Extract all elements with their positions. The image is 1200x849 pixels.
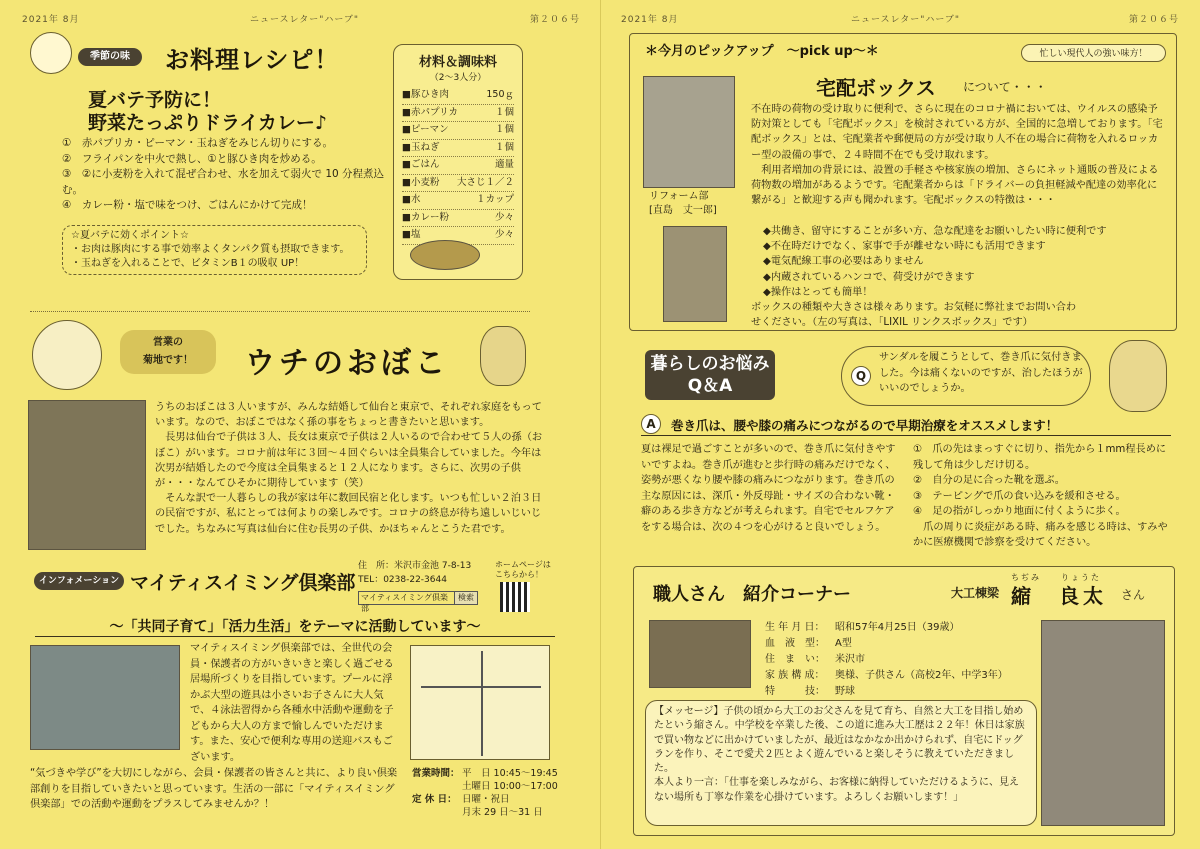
family-title: ウチのおぼこ xyxy=(245,346,449,381)
question-text: サンダルを履こうとして、巻き爪に気付きました。今は痛くないのですが、治したほうがいいのでしょうか。 xyxy=(879,352,1083,394)
care-tip: ③ テーピングで爪の食い込みを緩和させる。 xyxy=(913,490,1126,502)
q-mark-icon: Q xyxy=(851,366,871,386)
care-tip: ④ 足の指がしっかり地面に付くように歩く。 xyxy=(913,506,1126,517)
care-tip: ① 爪の先はまっすぐに切り、指先から１mm程長めに残して角は少しだけ切る。 xyxy=(913,444,1167,471)
hours-label: 営業時間： xyxy=(412,768,460,779)
swim-banner: ～「共同子育て」「活力生活」をテーマに活動しています～ xyxy=(109,619,481,635)
profile-row: 特 技： 野球 xyxy=(765,686,855,697)
ingredients-list xyxy=(402,87,514,245)
vegetable-border xyxy=(30,290,530,312)
staff-face-icon xyxy=(32,320,102,390)
recipe-badge: 季節の味 xyxy=(78,48,142,66)
staff-bubble: 営業の 菊地です！ xyxy=(120,330,216,374)
qa-title-line1: 暮らしのお悩み xyxy=(650,354,770,374)
ingredient-row: ■小麦粉 大さじ１／２ xyxy=(402,175,514,193)
craftsman-ruby: ちぢみ りょうた xyxy=(1011,573,1101,582)
recipe-step: ③ ②に小麦粉を入れて混ぜ合わせ、水を加えて弱火で 10 分程煮込む。 xyxy=(62,168,385,196)
pickup-closing: ボックスの種類や大きさは様々あります。お気軽に弊社までお問い合わせください。（左の写真は、「LIXIL リンクスボックス」です） xyxy=(751,302,1077,329)
craftsman-role: 大工棟梁 xyxy=(951,586,1000,600)
profile-row: 家 族 構 成： 奥様、子供さん（高校2年、中学3年） xyxy=(765,670,1008,681)
header-newsletter: ニュースレター"ハーブ" xyxy=(250,15,360,25)
pickup-tag: 忙しい現代人の強い味方！ xyxy=(1021,44,1166,62)
feature-item: ◆不在時だけでなく、家事で手が離せない時にも活用できます xyxy=(763,241,1046,253)
swim-body1: マイティスイミング倶楽部では、全世代の会員・保護者の方がいきいきと楽しく過ごせる居場所づくりを目指しています。プールに浮かぶ大型の遊具は小さいお子さんに大人気で、４泳法習得から各種水中活動や運動を子どもから大人の方まで愉しんでいただけます。また、安心で便利な専用の送迎バスもございます。 xyxy=(190,643,394,763)
pickup-heading: ＊今月のピックアップ ～pick up～＊ xyxy=(645,44,879,59)
answer-rule xyxy=(641,435,1171,436)
swim-body2: “気づきや学び”を大切にしながら、会員・保護者の皆さんと共に、より良い倶楽部創りを目指していきたいと思っています。生活の一部に「マイティスイミング倶楽部」での活動や運動をプラスしてみませんか？！ xyxy=(30,768,398,810)
swim-address: 住 所：米沢市金池 7-8-13 xyxy=(358,561,472,571)
profile-table xyxy=(765,620,1035,700)
pickup-body: 不在時の荷物の受け取りに便利で、さらに現在のコロナ禍においては、ウイルスの感染予防対策としても「宅配ボックス」を検討されている方が、全国的に急増しております。「宅配ボックス」とは、宅配業者や郵便局の方が受け取り人不在の場合に荷物を入れるロッカー型の設備の事で、２４時間不在でも受け取れます。 利用者増加の背景には、設置の手軽さや核家族の増加、さらにネット通販の普及による荷物数の増加があるようです。宅配業者からは「ドライバーの負担軽減や配達の効率化に繋がる」と歓迎する声も聞かれます。宅配ボックスの特徴は・・・ xyxy=(751,104,1163,207)
point-item: ・お肉は豚肉にする事で効率よくタンパク質も摂取できます。 xyxy=(71,244,350,255)
point-item: ・玉ねぎを入れることで、ビタミンB１の吸収 UP！ xyxy=(71,258,305,269)
care-tip-note: 爪の周りに炎症がある時、痛みを感じる時は、すみやかに医療機関で診察を受けてください。 xyxy=(913,521,1168,548)
homepage-note: ホームページは こちらから！ xyxy=(495,560,551,579)
dish-line1: 夏バテ予防に！ xyxy=(88,89,222,111)
ingredient-row: ■カレー粉 少々 xyxy=(402,210,514,228)
message-box xyxy=(645,700,1037,826)
search-button[interactable]: 検索 xyxy=(454,592,477,604)
qa-title xyxy=(645,350,775,400)
pickup-title-suffix: について・・・ xyxy=(963,80,1047,94)
feature-item: ◆内蔵されているハンコで、荷受けができます xyxy=(763,271,975,283)
ingredients-title: 材料＆調味料 xyxy=(418,55,497,70)
craftsman-honorific: さん xyxy=(1121,588,1146,602)
hours-saturday: 土曜日 10:00～17:00 xyxy=(462,781,558,792)
hours-weekday: 平 日 10:45～19:45 xyxy=(462,768,558,779)
header-newsletter: ニュースレター"ハーブ" xyxy=(851,15,961,25)
craftsman-photo xyxy=(1041,620,1165,826)
pickup-title: 宅配ボックス xyxy=(816,76,936,100)
profile-row: 生 年 月 日： 昭和57年4月25日（39歳） xyxy=(765,622,960,633)
recipe-steps xyxy=(62,136,392,214)
ingredient-row: ■ごはん 適量 xyxy=(402,157,514,175)
a-mark-icon: A xyxy=(641,414,661,434)
closed-month-end: 月末 29 日～31 日 xyxy=(462,807,543,818)
point-box xyxy=(62,225,367,275)
header-date: 2021年 8月 xyxy=(22,15,80,25)
swim-title: マイティスイミング倶楽部 xyxy=(130,572,356,594)
grandchildren-photo xyxy=(28,400,146,550)
care-tip: ② 自分の足に合った靴を選ぶ。 xyxy=(913,475,1065,486)
closed-label: 定 休 日： xyxy=(412,794,457,805)
ingredient-row: ■玉ねぎ １個 xyxy=(402,140,514,158)
ingredient-row: ■塩 少々 xyxy=(402,227,514,245)
header-issue: 第２０６号 xyxy=(530,15,581,25)
right-page xyxy=(600,0,1200,849)
person-name: [直島 丈一郎] xyxy=(649,205,717,216)
point-title: ☆夏バテに効くポイント☆ xyxy=(71,230,189,241)
swim-tel: TEL：0238-22-3644 xyxy=(358,575,447,585)
ingredients-subtitle: （2～3人分） xyxy=(429,73,487,83)
feature-item: ◆共働き、留守にすることが多い方、急な配達をお願いしたい時に便利です xyxy=(763,226,1107,237)
header-issue: 第２０６号 xyxy=(1129,15,1180,25)
answer-headline: 巻き爪は、腰や膝の痛みにつながるので早期治療をオススメします！ xyxy=(671,418,1059,433)
curry-photo xyxy=(410,240,480,270)
profile-row: 血 液 型： A型 xyxy=(765,638,852,649)
map-road xyxy=(481,651,483,756)
qr-code-icon[interactable] xyxy=(500,582,530,612)
header-date: 2021年 8月 xyxy=(621,15,679,25)
dish-line2: 野菜たっぷりドライカレー♪ xyxy=(88,112,327,134)
location-map xyxy=(410,645,550,760)
feature-list xyxy=(763,224,1163,300)
closed-days: 日曜・祝日 xyxy=(462,794,510,805)
search-query: マイティスイミング倶楽部 xyxy=(361,593,448,613)
workshop-photo xyxy=(649,620,751,688)
search-box[interactable] xyxy=(358,591,478,613)
craftsman-message: 【メッセージ】子供の頃から大工のお父さんを見て育ち、自然と大工を目指し始めたという縮さん。中学校を卒業した後、この道に進み大工歴は２２年！休日は家族で買い物などに出かけていましたが、最近はなかなか出かけられず、自宅にドッグランを作り、そこで愛犬２匹とよく遊んでいると楽しそうに教えていただきました。 本人より一言：「仕事を楽しみながら、お客様に納得していただけるように、見えない場所も丁寧な作業を心掛けています。よろしくお願いします！」 xyxy=(654,706,1025,803)
care-tips xyxy=(913,442,1175,551)
recipe-step: ① 赤パプリカ・ピーマン・玉ねぎをみじん切りにする。 xyxy=(62,137,333,149)
person-dept: リフォーム部 xyxy=(649,191,709,202)
recipe-step: ④ カレー粉・塩で味をつけ、ごはんにかけて完成！ xyxy=(62,199,313,211)
feature-item: ◆操作はとっても簡単！ xyxy=(763,286,873,298)
worried-woman-icon xyxy=(1109,340,1167,412)
qa-title-line2: Q＆A xyxy=(687,376,733,396)
mascot-icon xyxy=(480,326,526,386)
chef-rabbit-icon xyxy=(30,32,72,74)
recipe-title: お料理レシピ！ xyxy=(165,46,340,74)
answer-body: 夏は裸足で過ごすことが多いので、巻き爪に気付きやすいですよね。巻き爪が進むと歩行時の痛みだけでなく、姿勢が悪くなり腰や膝の痛みにつながります。巻き爪の主な原因には、深爪・外反母趾・サイズの合わない靴・癖のある歩き方などが考えられます。自宅でセルフケアをする場合は、次の４つを心がけると良いでしょう。 xyxy=(641,444,896,533)
profile-row: 住 ま い： 米沢市 xyxy=(765,654,865,665)
staff-photo xyxy=(643,76,735,188)
feature-item: ◆電気配線工事の必要はありません xyxy=(763,256,924,268)
craftsman-name: 縮 良太 xyxy=(1011,584,1107,608)
ingredient-row: ■水 １カップ xyxy=(402,192,514,210)
delivery-box-photo xyxy=(663,226,727,322)
recipe-step: ② フライパンを中火で熱し、①と豚ひき肉を炒める。 xyxy=(62,152,322,165)
banner-rule xyxy=(35,636,555,637)
family-body: うちのおぼこは３人いますが、みんな結婚して仙台と東京で、それぞれ家庭をもっています。なので、おぼこではなく孫の事をちょっと書きたいと思います。 長男は仙台で子供は３人、長女は東京で子供は２人いるので合わせて５人の孫（おぼこ）がいます。コロナ前は年に３回～４回ぐらいは全員集合していました。今年は次男が結婚したので今度は全員集まると１２人になります。さらに、次男の子供が・・・なんてひそかに期待しています（笑） そんな訳で一人暮らしの我が家は年に数回民宿と化します。いつも忙しい２泊３日の民宿ですが、私にとっては何よりの楽しみです。コロナの終息が待ち遠しいじいじでした。ちなみに写真は仙台に住む長男の子供、かほちゃんとこうた君です。 xyxy=(155,402,543,535)
info-badge: インフォメーション xyxy=(34,572,124,590)
pool-building-photo xyxy=(30,645,180,750)
craftsman-heading: 職人さん 紹介コーナー xyxy=(653,584,851,605)
ingredient-row: ■ピーマン １個 xyxy=(402,122,514,140)
ingredient-row: ■赤パプリカ １個 xyxy=(402,105,514,123)
ingredient-row: ■豚ひき肉 150ｇ xyxy=(402,87,514,105)
